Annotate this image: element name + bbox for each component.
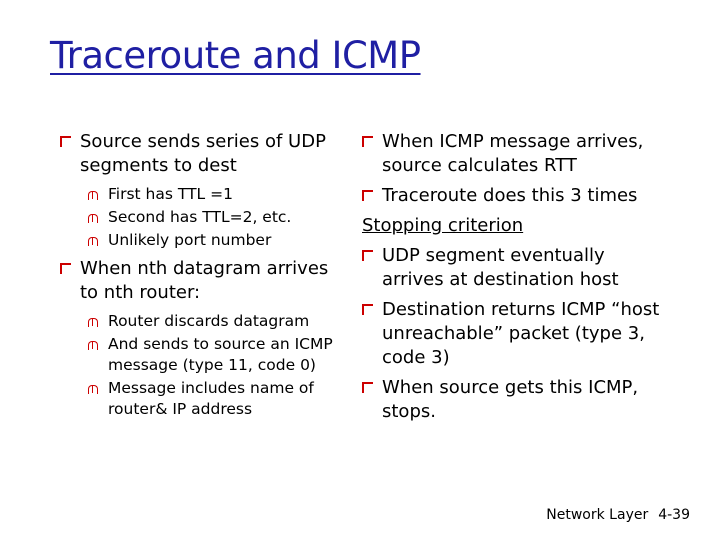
sub-bullet-text: And sends to source an ICMP message (type 11, code 0) [108,335,333,374]
sub-bullet-text: Message includes name of router& IP address [108,379,314,418]
page-number: 4-39 [658,507,690,523]
sub-bullet-text: Second has TTL=2, etc. [108,208,292,226]
bullet-item [362,376,662,424]
sub-bullet-icon [88,214,98,223]
footer-label: Network Layer [546,507,649,523]
sub-bullet-icon [88,341,98,350]
bullet-icon [362,136,373,147]
bullet-text: Source sends series of UDP segments to dest [80,131,326,176]
bullet-item [362,298,662,370]
sub-bullet-icon [88,237,98,246]
sub-bullet-text: First has TTL =1 [108,185,233,203]
bullet-item [362,130,662,178]
bullet-icon [362,304,373,315]
sub-bullet-item [60,207,350,228]
bullet-item [60,130,350,178]
sub-bullet-icon [88,318,98,327]
bullet-icon [362,382,373,393]
sub-bullet-text: Unlikely port number [108,231,272,249]
stopping-criterion-heading: Stopping criterion [362,215,524,236]
sub-bullet-icon [88,191,98,200]
bullet-item [362,184,662,208]
slide-footer [536,507,690,523]
bullet-icon [362,190,373,201]
bullet-icon [362,250,373,261]
bullet-icon [60,136,71,147]
sub-bullet-item [60,378,350,420]
bullet-text: When source gets this ICMP, stops. [382,377,639,422]
slide-title: Traceroute and ICMP [50,34,421,77]
sub-bullet-item [60,184,350,205]
sub-bullet-item [60,334,350,376]
sub-bullet-icon [88,385,98,394]
bullet-text: UDP segment eventually arrives at destination host [382,245,619,290]
bullet-item [362,244,662,292]
bullet-text: Traceroute does this 3 times [382,185,638,206]
bullet-text: When ICMP message arrives, source calculates RTT [382,131,644,176]
left-column [60,130,350,422]
sub-bullet-item [60,230,350,251]
right-column [362,130,662,430]
bullet-text: When nth datagram arrives to nth router: [80,258,329,303]
bullet-item [60,257,350,305]
sub-bullet-item [60,311,350,332]
bullet-icon [60,263,71,274]
sub-bullet-text: Router discards datagram [108,312,310,330]
bullet-text: Destination returns ICMP “host unreachable” packet (type 3, code 3) [382,299,660,368]
